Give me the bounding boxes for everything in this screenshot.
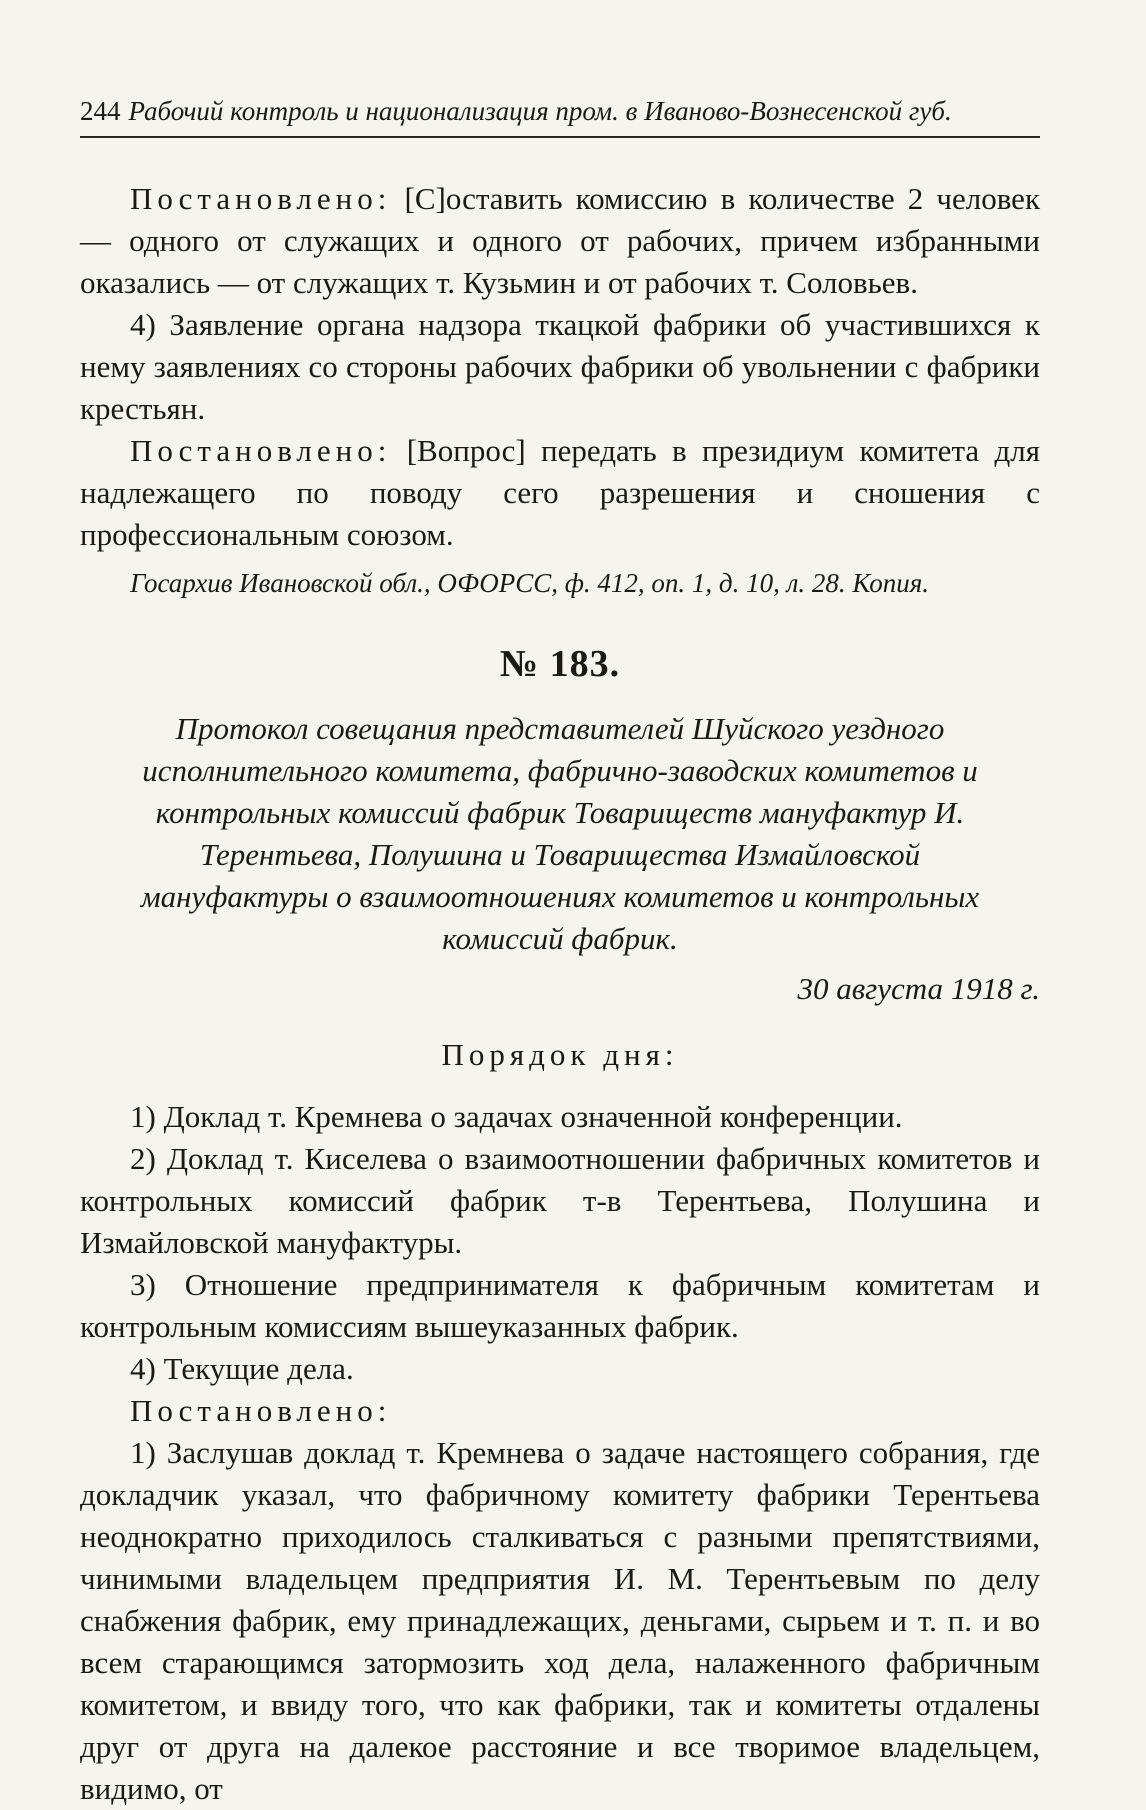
page-number: 244 (80, 96, 121, 126)
running-head-title: Рабочий контроль и национализация пром. в Иваново-Вознесенской губ. (128, 96, 952, 126)
paragraph-transfer (80, 430, 1040, 556)
resolution-label: Постановлено: (130, 181, 392, 216)
document-date: 30 августа 1918 г. (797, 971, 1040, 1006)
agenda-item: 3) Отношение предпринимателя к фабричным комитетам и контрольным комиссиям вышеуказанных фабрик. (80, 1267, 1040, 1344)
agenda-heading: Порядок дня: (441, 1037, 679, 1072)
resolution-heading: Постановлено: (130, 1393, 392, 1428)
resolution-label-2: Постановлено: (130, 433, 392, 468)
top-section (80, 178, 1040, 556)
paragraph-commission-text: [С]оставить комиссию в количестве 2 человек — одного от служащих и одного от рабочих, причем избранными оказались — от служащих т. Кузьмин и от рабочих т. Соловьев. (80, 181, 1041, 300)
resolution-text: 1) Заслушав доклад т. Кремнева о задаче настоящего собрания, где докладчик указал, что фабричному комитету фабрики Терентьева неоднократно приходилось сталкиваться с разными препятствиями, чинимыми владельцем предприятия И. М. Терентьевым по делу снабжения фабрик, ему принадлежащих, деньгами, сырьем и т. п. и во всем старающимся затормозить ход дела, налаженного фабричным комитетом, и ввиду того, что как фабрики, так и комитеты отдалены друг от друга на далекое расстояние и все творимое владельцем, видимо, от (80, 1435, 1040, 1806)
paragraph-item-4: 4) Заявление органа надзора ткацкой фабрики об участившихся к нему заявлениях со стороны рабочих фабрики об увольнении с фабрики крестьян. (80, 307, 1040, 426)
document-title: Протокол совещания представителей Шуйского уездного исполнительного комитета, фабрично-заводских комитетов и контрольных комиссий фабрик Товариществ мануфактур И. Терентьева, Полушина и Товарищества Измайловской мануфактуры о взаимоотношениях комитетов и контрольных комиссий фабрик. (140, 711, 980, 956)
agenda-item: 4) Текущие дела. (130, 1351, 354, 1386)
archive-reference: Госархив Ивановской обл., ОФОРСС, ф. 412, оп. 1, д. 10, л. 28. Копия. (130, 568, 930, 598)
document-page (80, 92, 1040, 1810)
paragraph-transfer-text: [Вопрос] передать в президиум комитета для надлежащего по поводу сего разрешения и сношения с профессиональным союзом. (80, 433, 1040, 552)
paragraph-commission (80, 178, 1040, 304)
document-number: № 183. (499, 643, 621, 685)
agenda-item: 1) Доклад т. Кремнева о задачах означенной конференции. (130, 1099, 903, 1134)
running-head (80, 92, 1040, 138)
agenda-item: 2) Доклад т. Киселева о взаимоотношении фабричных комитетов и контрольных комиссий фабрик т-в Терентьева, Полушина и Измайловской мануфактуры. (80, 1141, 1040, 1260)
agenda-list (80, 1096, 1040, 1390)
